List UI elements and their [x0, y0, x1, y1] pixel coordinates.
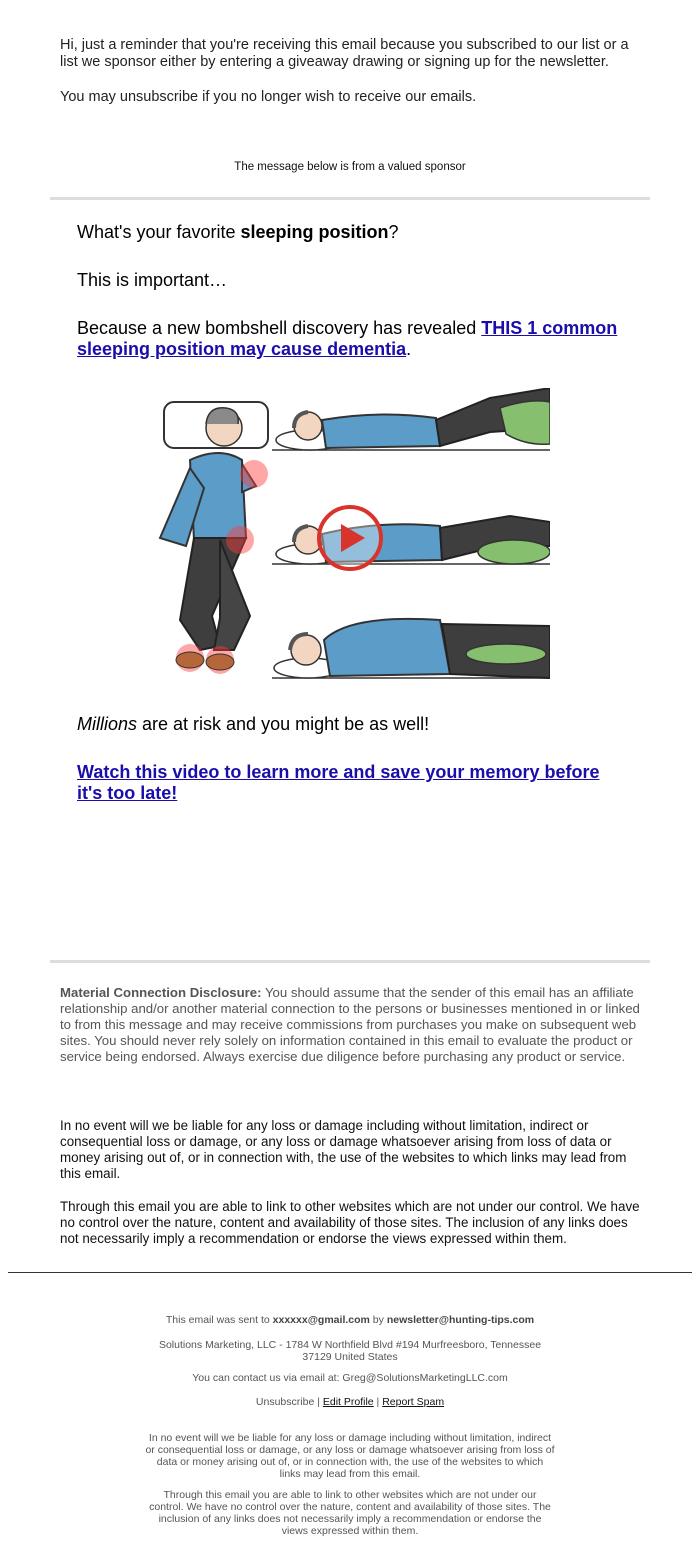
sender-email: newsletter@hunting-tips.com [386, 1314, 535, 1326]
standing-man-illustration [160, 402, 268, 674]
footer-liability: In no event will we be liable for any loss or damage including without limitation, indirect or consequential loss or damage, or any loss or damage whatsoever arising from loss of data or money arising out of, or in connection with, the use of the websites to which links may lead from this email. [145, 1432, 555, 1480]
play-button-icon [319, 507, 381, 569]
risk-emphasis: Millions [77, 714, 138, 734]
sent-to-line: This email was sent to xxxxxx@gmail.com by newsletter@hunting-tips.com [165, 1314, 535, 1326]
ad-discovery: Because a new bombshell discovery has revealed THIS 1 common sleeping position may cause dementia. [77, 318, 618, 359]
question-emphasis: sleeping position [240, 222, 389, 242]
discovery-link[interactable]: THIS 1 common sleeping position may cause dementia [77, 318, 618, 359]
report-spam-link[interactable]: Report Spam [382, 1396, 445, 1408]
company-address: Solutions Marketing, LLC - 1784 W Northfield Blvd #194 Murfreesboro, Tennessee 37129 United States [158, 1339, 542, 1363]
footer-divider [8, 1272, 692, 1273]
footer-external-links: Through this email you are able to link to other websites which are not under our control. We have no control over the nature, content and availability of those sites. The inclusion of any links does not necessarily imply a recommendation or endorse the views expressed within them. [149, 1489, 551, 1537]
divider-top [50, 197, 650, 200]
external-links-paragraph: Through this email you are able to link to other websites which are not under our control. We have no control over the nature, content and availability of those sites. The inclusion of any links does not necessarily imply a recommendation or endorse the views expressed within them. [60, 1199, 640, 1246]
disclosure-label: Material Connection Disclosure: [60, 985, 262, 1000]
unsubscribe-link[interactable]: Unsubscribe [255, 1396, 315, 1408]
material-disclosure: Material Connection Disclosure: You should assume that the sender of this email has an affiliate relationship and/or another material connection to the persons or businesses mentioned in or linked to from this message and may receive commissions from purchases you make on subsequent web sites. You should never rely solely on information contained in this email to evaluate the product or service being endorsed. Always exercise due diligence before purchasing any product or service. [60, 985, 640, 1064]
footer-links: Unsubscribe | Edit Profile | Report Spam [255, 1396, 445, 1408]
sleep-positions-illustration [150, 388, 550, 680]
watch-video-link[interactable]: Watch this video to learn more and save your memory before it's too late! [77, 762, 600, 803]
contact-line: You can contact us via email at: Greg@SolutionsMarketingLLC.com [192, 1372, 508, 1384]
intro-notice [60, 37, 640, 106]
ad-cta [77, 762, 617, 804]
ad-risk-statement: Millions are at risk and you might be as well! [77, 714, 430, 734]
divider-bottom [50, 960, 650, 963]
edit-profile-link[interactable]: Edit Profile [322, 1396, 374, 1408]
ad-important: This is important… [77, 270, 228, 290]
ad-question: What's your favorite sleeping position? [77, 222, 399, 242]
side-sleeper-illustration [272, 619, 550, 678]
back-sleeper-illustration [272, 388, 550, 450]
liability-paragraph: In no event will we be liable for any loss or damage including without limitation, indirect or consequential loss or damage, or any loss or damage whatsoever arising from loss of data or money arising out of, or in connection with, the use of the websites to which links may lead from this email. [60, 1118, 627, 1181]
unsubscribe-note: You may unsubscribe if you no longer wish to receive our emails. [60, 89, 477, 105]
recipient-email: xxxxxx@gmail.com [272, 1314, 370, 1326]
sponsor-note: The message below is from a valued sponsor [234, 161, 466, 173]
middle-sleeper-illustration [272, 516, 550, 564]
sleep-video-thumbnail[interactable] [150, 388, 550, 680]
subscription-reminder: Hi, just a reminder that you're receiving this email because you subscribed to our list or a list we sponsor either by entering a giveaway drawing or signing up for the newsletter. [60, 37, 629, 70]
